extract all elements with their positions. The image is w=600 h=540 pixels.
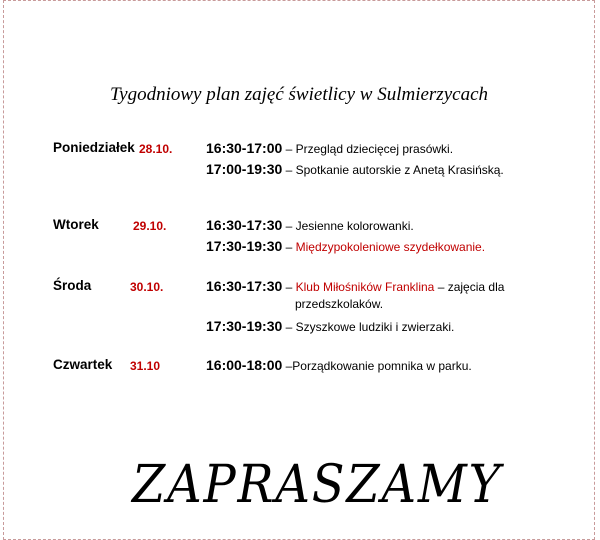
schedule-line-continuation: przedszkolaków. — [295, 297, 384, 311]
date-monday: 28.10. — [139, 142, 173, 156]
invitation-footer: ZAPRASZAMY — [132, 455, 503, 515]
day-wednesday: Środa — [53, 278, 92, 293]
schedule-line — [206, 318, 454, 334]
time-range: 16:00-18:00 — [206, 357, 283, 373]
time-range: 16:30-17:00 — [206, 140, 283, 156]
separator: – — [282, 142, 296, 156]
schedule-line — [206, 238, 485, 254]
separator: – — [282, 280, 296, 294]
activity-text: – zajęcia dla — [434, 280, 505, 294]
day-thursday: Czwartek — [53, 357, 113, 372]
date-wednesday: 30.10. — [130, 280, 164, 294]
time-range: 17:30-19:30 — [206, 318, 283, 334]
day-monday: Poniedziałek — [53, 140, 135, 155]
schedule-line — [206, 217, 414, 233]
activity-text: Spotkanie autorskie z Anetą Krasińską. — [295, 163, 504, 177]
activity-text: Międzypokoleniowe szydełkowanie. — [295, 240, 486, 254]
day-tuesday: Wtorek — [53, 217, 99, 232]
schedule-line — [206, 161, 504, 177]
time-range: 17:30-19:30 — [206, 238, 283, 254]
schedule-line — [206, 357, 472, 373]
activity-text: Szyszkowe ludziki i zwierzaki. — [295, 320, 455, 334]
separator: – — [282, 320, 296, 334]
separator: – — [282, 359, 293, 373]
separator: – — [282, 219, 296, 233]
time-range: 16:30-17:30 — [206, 217, 283, 233]
page-title: Tygodniowy plan zajęć świetlicy w Sulmierzycach — [110, 84, 488, 105]
schedule-line — [206, 278, 504, 294]
activity-highlight: Klub Miłośników Franklina — [295, 280, 435, 294]
separator: – — [282, 163, 296, 177]
separator: – — [282, 240, 296, 254]
time-range: 16:30-17:30 — [206, 278, 283, 294]
date-tuesday: 29.10. — [133, 219, 167, 233]
schedule-line — [206, 140, 453, 156]
activity-text: Jesienne kolorowanki. — [295, 219, 414, 233]
activity-text: Przegląd dziecięcej prasówki. — [295, 142, 454, 156]
time-range: 17:00-19:30 — [206, 161, 283, 177]
date-thursday: 31.10 — [130, 359, 161, 373]
activity-text: Porządkowanie pomnika w parku. — [292, 359, 472, 373]
